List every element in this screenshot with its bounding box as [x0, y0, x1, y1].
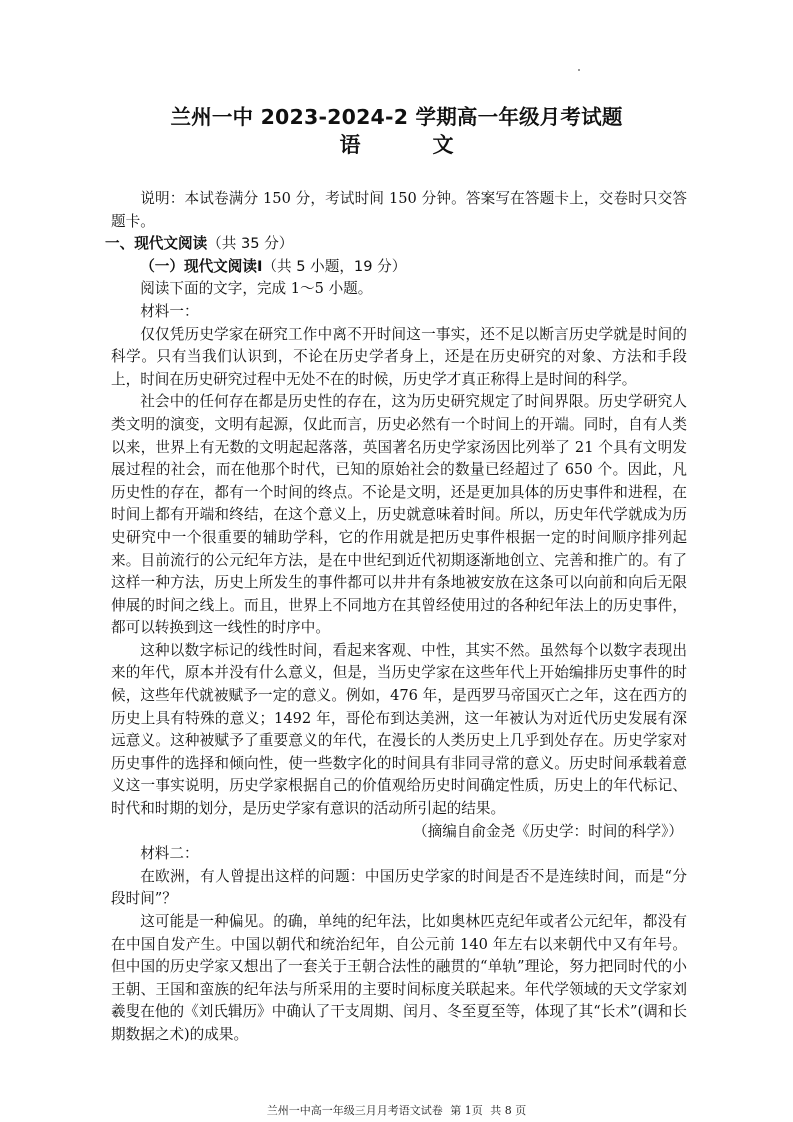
- footer-page-number: 第 1页: [450, 1104, 483, 1117]
- footer-total-pages: 共 8 页: [490, 1104, 527, 1117]
- exam-title: 兰州一中 2023-2024-2 学期高一年级月考试题: [170, 105, 623, 129]
- exam-content: [105, 188, 687, 1047]
- subsection-detail: （共 5 小题，19 分）: [262, 257, 407, 275]
- material-1-paragraph: 仅仅凭历史学家在研究工作中离不开时间这一事实，还不足以断言历史学就是时间的科学。只有当我们认识到，不论在历史学者身上，还是在历史研究的对象、方法和手段上，时间在历史研究过程中无处不在的时候，历史学才真正称得上是时间的科学。: [111, 325, 687, 388]
- section-heading: [105, 233, 687, 256]
- material-2-paragraph: 在欧洲，有人曾提出这样的问题：中国历史学家的时间是否不是连续时间，而是“分段时间”？: [111, 867, 687, 908]
- reading-prompt: 阅读下面的文字，完成 1～5 小题。: [140, 280, 373, 298]
- section-title: 一、现代文阅读: [105, 235, 208, 253]
- subject-char-2: 文: [432, 133, 454, 157]
- scan-speck: [578, 69, 580, 71]
- subject-title: [0, 129, 793, 159]
- footer-title: 兰州一中高一年级三月月考语文试卷: [266, 1104, 443, 1117]
- page-footer: [0, 1102, 793, 1118]
- subsection-heading: [111, 256, 687, 279]
- material-1-source: （摘编自俞金尧《历史学：时间的科学》）: [413, 822, 683, 840]
- material-2-label: 材料二：: [140, 845, 199, 863]
- material-2-paragraph: 这可能是一种偏见。的确，单纯的纪年法，比如奥林匹克纪年或者公元纪年，都没有在中国自发产生。中国以朝代和统治纪年，自公元前 140 年左右以来朝代中又有年号。但中国的历史学家又想出了一套关于王朝合法性的融贯的“单轨”理论，努力把同时代的小王朝、王国和蛮族的纪年法与所采用的主要时间标度关联起来。年代学领域的天文学家刘羲叟在他的《刘氏辑历》中确认了干支周期、闰月、冬至夏至等，体现了其“长术”(调和长期数据之术)的成果。: [111, 913, 687, 1043]
- material-1-paragraph: 社会中的任何存在都是历史性的存在，这为历史研究规定了时间界限。历史学研究人类文明的演变，文明有起源，仅此而言，历史必然有一个时间上的开端。同时，自有人类以来，世界上有无数的文明起起落落，英国著名历史学家汤因比列举了 21 个具有文明发展过程的社会，而在他那个时代，已知的原始社会的数量已经超过了 650 个。因此，凡历史性的存在，都有一个时间的终点。不论是文明，还是更加具体的历史事件和进程，在时间上都有开端和终结，在这个意义上，历史就意味着时间。所以，历史年代学就成为历史研究中一个很重要的辅助学科，它的作用就是把历史事件根据一定的时间顺序排列起来。目前流行的公元纪年方法，是在中世纪到近代初期逐渐地创立、完善和推广的。有了这样一种方法，历史上所发生的事件都可以井井有条地被安放在这条可以向前和向后无限伸展的时间之线上。而且，世界上不同地方在其曾经使用过的各种纪年法上的历史事件，都可以转换到这一线性的时序中。: [111, 393, 687, 637]
- instructions: 说明：本试卷满分 150 分，考试时间 150 分钟。答案写在答题卡上，交卷时只交答题卡。: [111, 190, 687, 230]
- material-1-paragraph: 这种以数字标记的线性时间，看起来客观、中性，其实不然。虽然每个以数字表现出来的年代，原本并没有什么意义，但是，当历史学家在这些年代上开始编排历史事件的时候，这些年代就被赋予一定的意义。例如，476 年，是西罗马帝国灭亡之年，这在西方的历史上具有特殊的意义；1492 年，哥伦布到达美洲，这一年被认为对近代历史发展有深远意义。这种被赋予了重要意义的年代，在漫长的人类历史上几乎到处存在。历史学家对历史事件的选择和倾向性，使一些数字化的时间具有非同寻常的意义。历史时间承载着意义这一事实说明，历史学家根据自己的价值观给历史时间确定性质，历史上的年代标记、时代和时期的划分，是历史学家有意识的活动所引起的结果。: [111, 641, 687, 818]
- subject-char-1: 语: [339, 133, 361, 157]
- section-score: （共 35 分）: [207, 235, 294, 253]
- subsection-title: （一）现代文阅读Ⅰ: [140, 257, 263, 275]
- material-1-label: 材料一：: [140, 302, 199, 320]
